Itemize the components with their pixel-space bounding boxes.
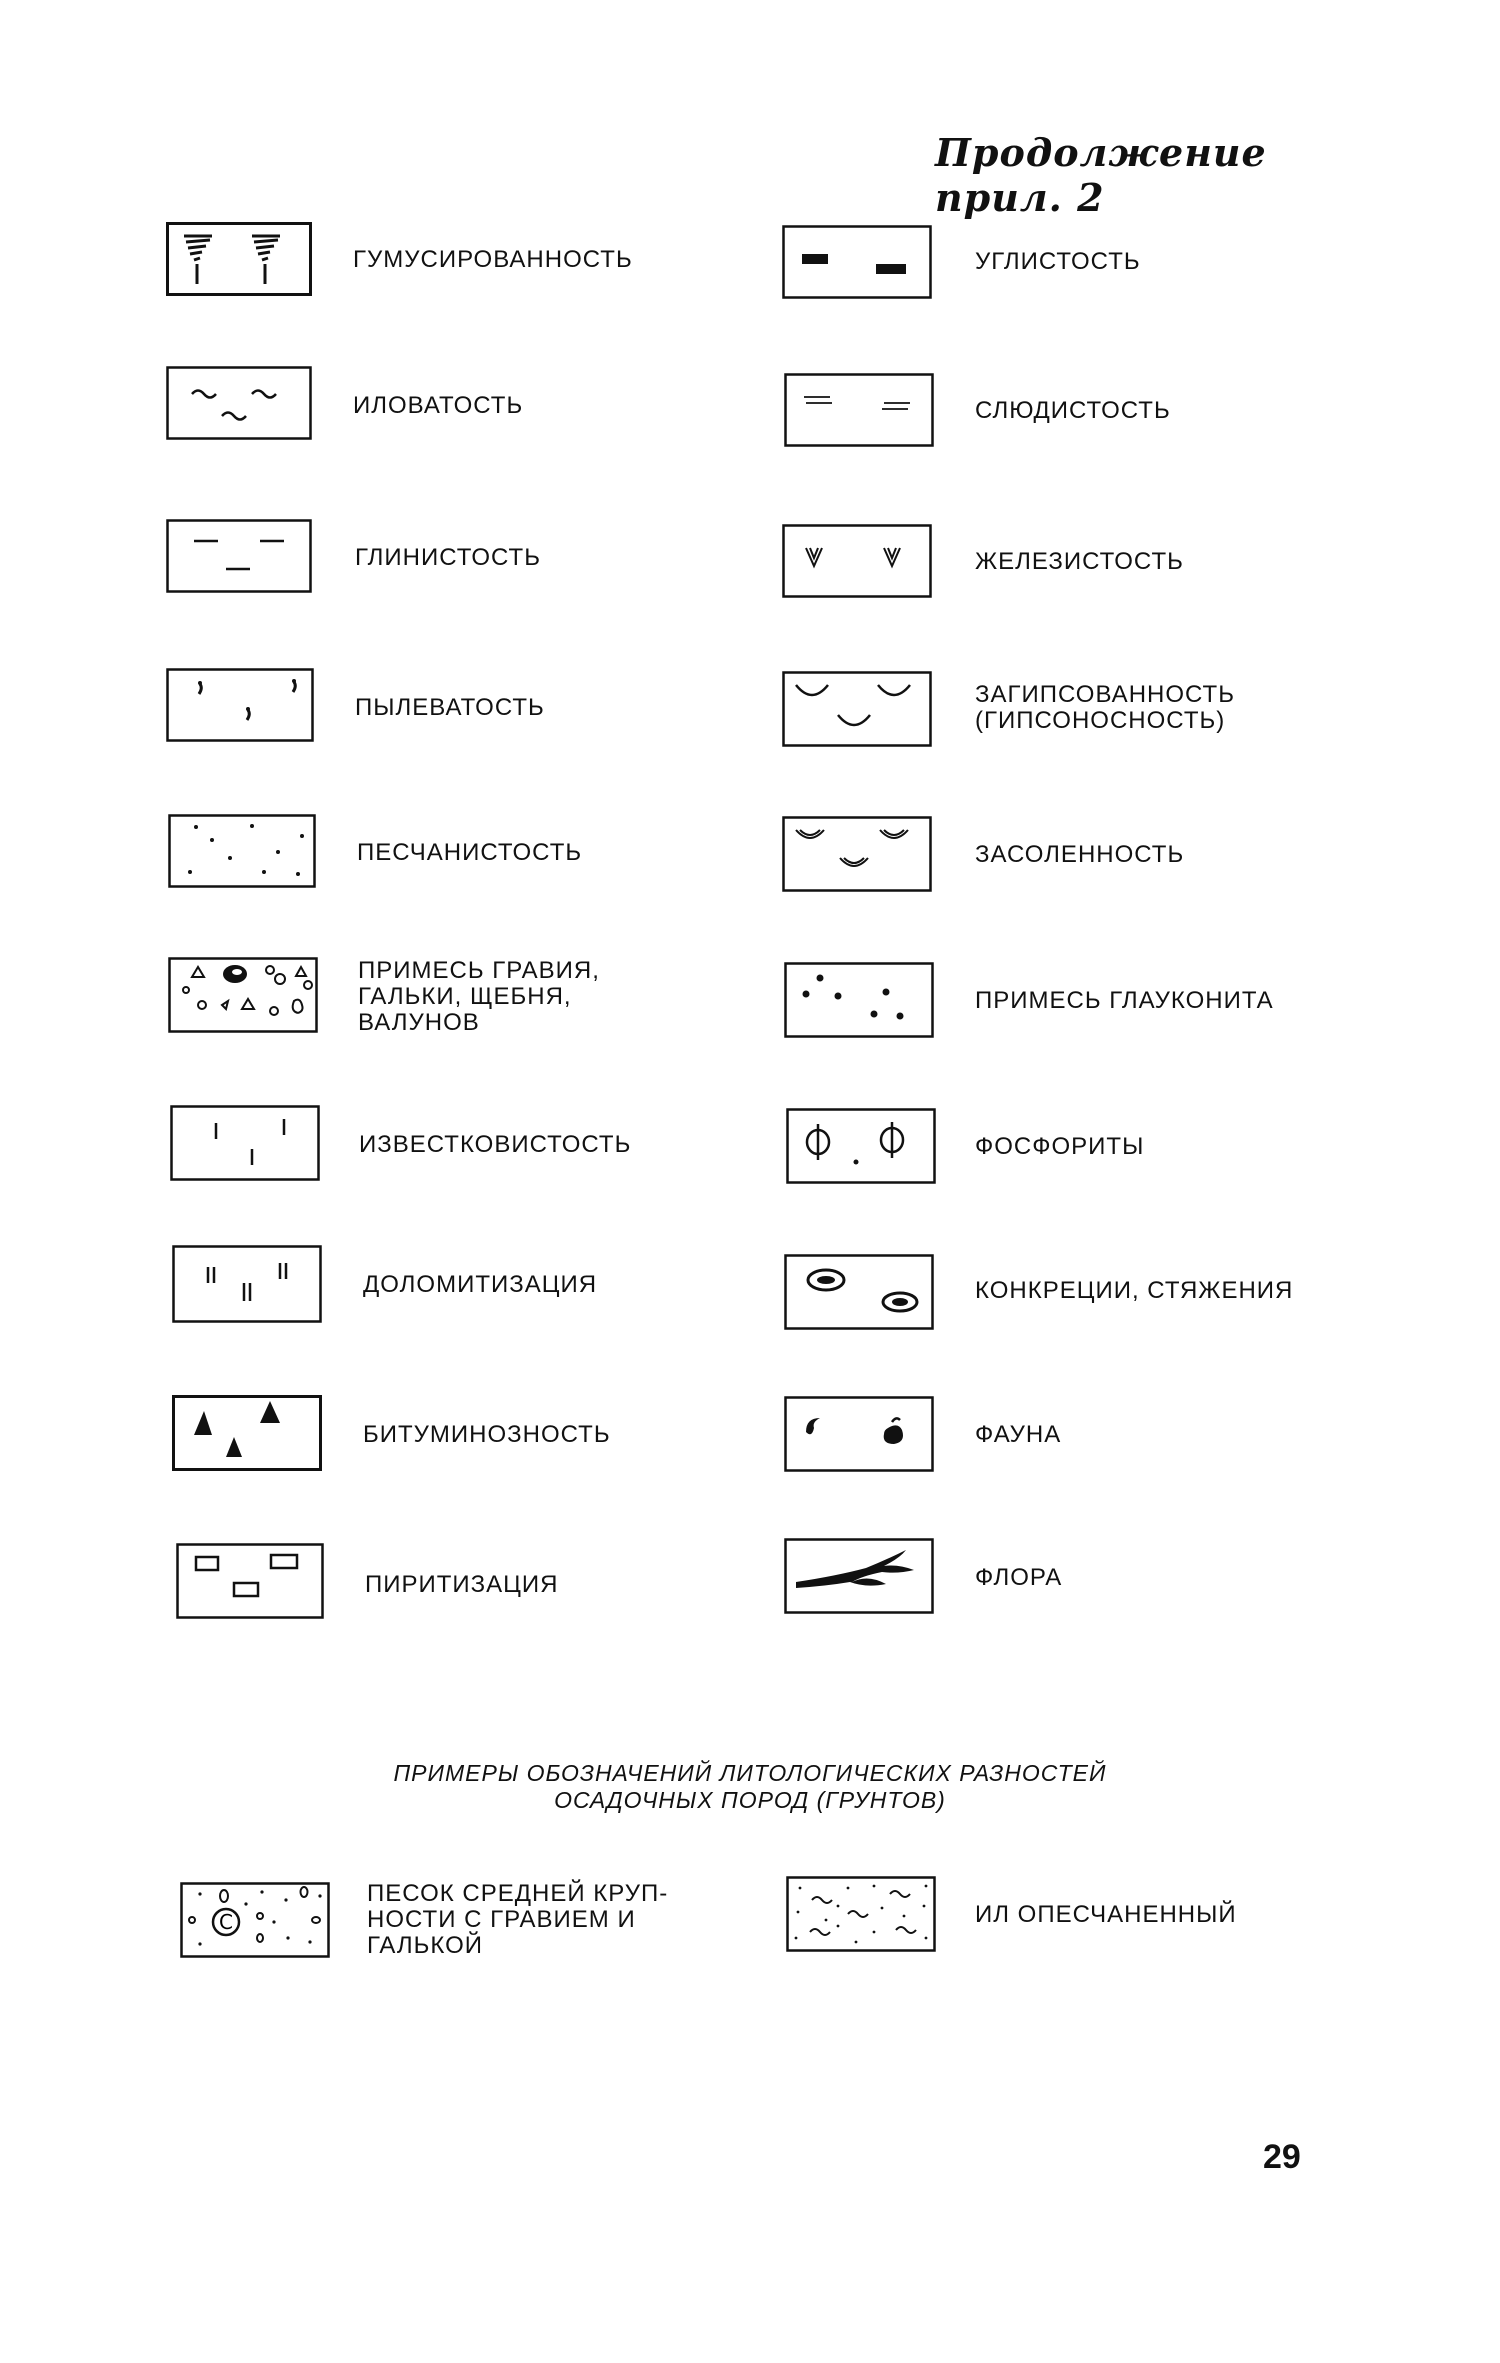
ferruginous-symbol xyxy=(782,524,932,598)
legend-label: ПРИМЕСЬ ГЛАУКОНИТА xyxy=(975,987,1274,1014)
legend-label: ИЗВЕСТКОВИСТОСТЬ xyxy=(359,1131,632,1158)
legend-label: ПИРИТИЗАЦИЯ xyxy=(365,1571,559,1598)
svg-text:C: C xyxy=(219,1910,233,1934)
legend-label: БИТУМИНОЗНОСТЬ xyxy=(363,1421,611,1448)
legend-label: ФЛОРА xyxy=(975,1564,1063,1591)
sandy-silt-symbol xyxy=(786,1876,936,1952)
concretion-symbol xyxy=(784,1254,934,1330)
flora-symbol xyxy=(784,1538,934,1614)
pyritization-symbol xyxy=(176,1543,324,1619)
humus-symbol xyxy=(166,222,312,296)
coal-symbol xyxy=(782,225,932,299)
phosphorite-symbol xyxy=(786,1108,936,1184)
legend-label: УГЛИСТОСТЬ xyxy=(975,248,1141,275)
legend-label: ИЛОВАТОСТЬ xyxy=(353,392,524,419)
legend-label: ФОСФОРИТЫ xyxy=(975,1133,1145,1160)
legend-label: ПЕСЧАНИСТОСТЬ xyxy=(357,839,583,866)
calcareous-symbol xyxy=(170,1105,320,1181)
legend-label: ЖЕЛЕЗИСТОСТЬ xyxy=(975,548,1184,575)
example-label: ПЕСОК СРЕДНЕЙ КРУП- НОСТИ С ГРАВИЕМ И ГАЛЬКОЙ xyxy=(367,1880,669,1959)
glauconite-symbol xyxy=(784,962,934,1038)
salinity-symbol xyxy=(782,816,932,892)
legend-label: СЛЮДИСТОСТЬ xyxy=(975,397,1171,424)
legend-label: ДОЛОМИТИЗАЦИЯ xyxy=(363,1271,598,1298)
legend-label: ПЫЛЕВАТОСТЬ xyxy=(355,694,545,721)
silt-symbol xyxy=(166,366,312,440)
dust-symbol xyxy=(166,668,314,742)
clay-symbol xyxy=(166,519,312,593)
legend-label: ФАУНА xyxy=(975,1421,1062,1448)
fauna-symbol xyxy=(784,1396,934,1472)
example-label: ИЛ ОПЕСЧАНЕННЫЙ xyxy=(975,1901,1237,1928)
legend-label: ЗАСОЛЕННОСТЬ xyxy=(975,841,1185,868)
sand-symbol xyxy=(168,814,316,888)
dolomitization-symbol xyxy=(172,1245,322,1323)
sand-gravel-symbol xyxy=(180,1882,330,1958)
mica-symbol xyxy=(784,373,934,447)
section-title: ПРИМЕРЫ ОБОЗНАЧЕНИЙ ЛИТОЛОГИЧЕСКИХ РАЗНОСТЕЙ ОСАДОЧНЫХ ПОРОД (ГРУНТОВ) xyxy=(393,1760,1107,1813)
legend-label: ЗАГИПСОВАННОСТЬ (ГИПСОНОСНОСТЬ) xyxy=(975,681,1235,734)
gypsum-symbol xyxy=(782,671,932,747)
gravel-symbol xyxy=(168,957,318,1033)
legend-label: ПРИМЕСЬ ГРАВИЯ, ГАЛЬКИ, ЩЕБНЯ, ВАЛУНОВ xyxy=(358,957,600,1036)
legend-label: ГЛИНИСТОСТЬ xyxy=(355,544,541,571)
legend-label: ГУМУСИРОВАННОСТЬ xyxy=(353,246,633,273)
page-number: 29 xyxy=(1263,2138,1301,2176)
bituminous-symbol xyxy=(172,1395,322,1471)
page-header: Продолжение прил. 2 xyxy=(935,130,1267,220)
legend-label: КОНКРЕЦИИ, СТЯЖЕНИЯ xyxy=(975,1277,1294,1304)
